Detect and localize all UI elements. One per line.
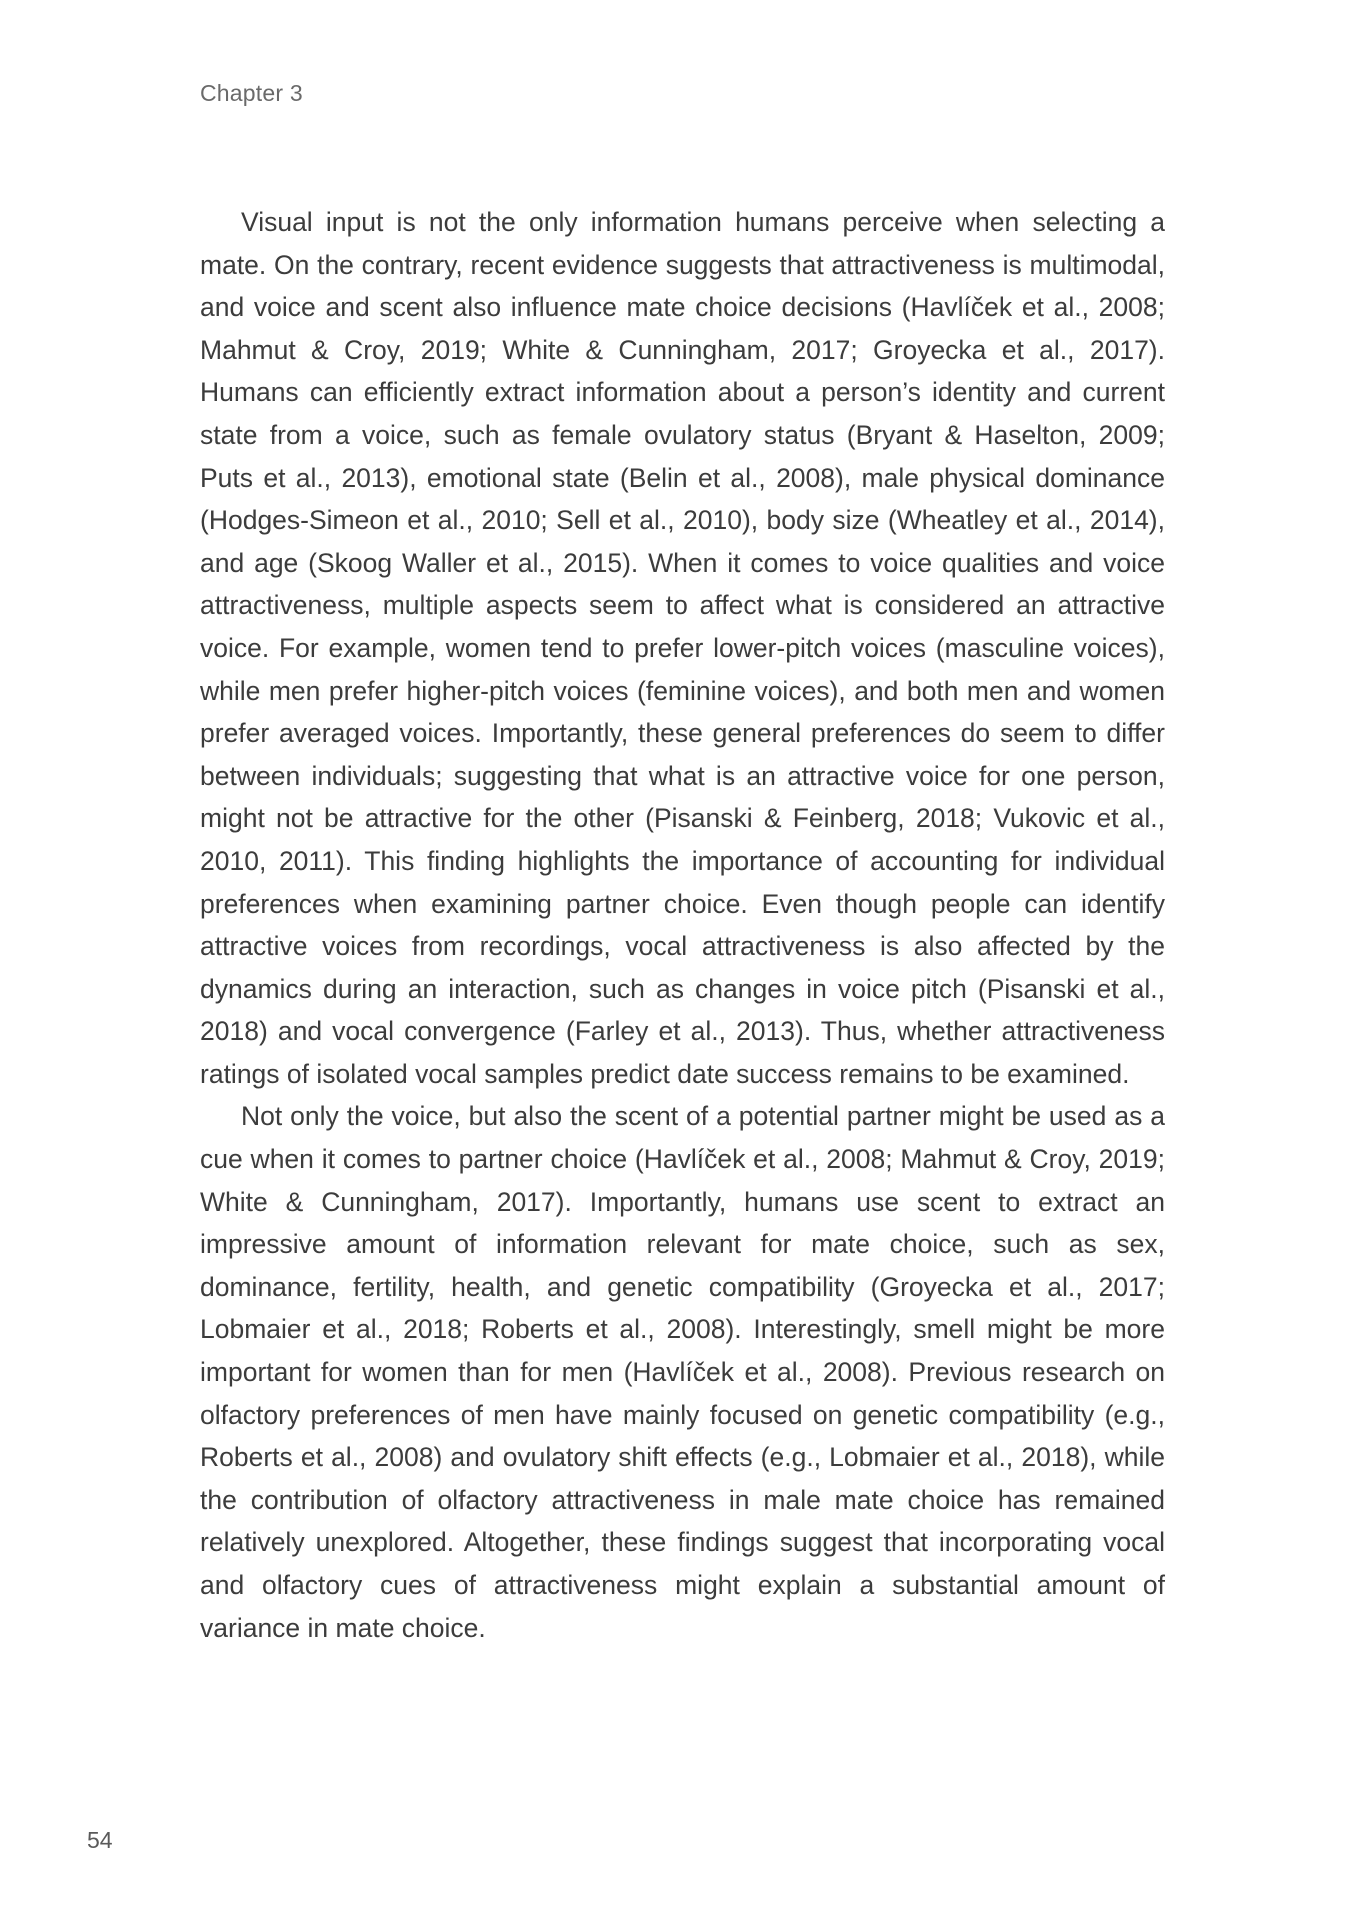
page-number: 54: [87, 1827, 113, 1853]
paragraph-voice: Visual input is not the only information humans perceive when selecting a mate. On the contrary, recent evidence suggests that attractiveness is multimodal, and voice and scent also influence mate choice decisions (Havlíček et al., 2008; Mahmut & Croy, 2019; White & Cunningham, 2017; Groyecka et al., 2017). Humans can efficiently extract information about a person’s identity and current state from a voice, such as female ovulatory status (Bryant & Haselton, 2009; Puts et al., 2013), emotional state (Belin et al., 2008), male physical dominance (Hodges-Simeon et al., 2010; Sell et al., 2010), body size (Wheatley et al., 2014), and age (Skoog Waller et al., 2015). When it comes to voice qualities and voice attractiveness, multiple aspects seem to affect what is considered an attractive voice. For example, women tend to prefer lower-pitch voices (masculine voices), while men prefer higher-pitch voices (feminine voices), and both men and women prefer averaged voices. Importantly, these general preferences do seem to differ between individuals; suggesting that what is an attractive voice for one person, might not be attractive for the other (Pisanski & Feinberg, 2018; Vukovic et al., 2010, 2011). This finding highlights the importance of accounting for individual preferences when examining partner choice. Even though people can identify attractive voices from recordings, vocal attractiveness is also affected by the dynamics during an interaction, such as changes in voice pitch (Pisanski et al., 2018) and vocal convergence (Farley et al., 2013). Thus, whether attractiveness ratings of isolated vocal samples predict date success remains to be examined.: [200, 207, 1165, 1089]
paragraph-scent: Not only the voice, but also the scent of a potential partner might be used as a cue when it comes to partner choice (Havlíček et al., 2008; Mahmut & Croy, 2019; White & Cunningham, 2017). Importantly, humans use scent to extract an impressive amount of information relevant for mate choice, such as sex, dominance, fertility, health, and genetic compatibility (Groyecka et al., 2017; Lobmaier et al., 2018; Roberts et al., 2008). Interestingly, smell might be more important for women than for men (Havlíček et al., 2008). Previous research on olfactory preferences of men have mainly focused on genetic compatibility (e.g., Roberts et al., 2008) and ovulatory shift effects (e.g., Lobmaier et al., 2018), while the contribution of olfactory attractiveness in male mate choice has remained relatively unexplored. Altogether, these findings suggest that incorporating vocal and olfactory cues of attractiveness might explain a substantial amount of variance in mate choice.: [200, 1101, 1165, 1643]
running-header-chapter: Chapter 3: [200, 80, 303, 106]
body-text: [200, 201, 1165, 1649]
